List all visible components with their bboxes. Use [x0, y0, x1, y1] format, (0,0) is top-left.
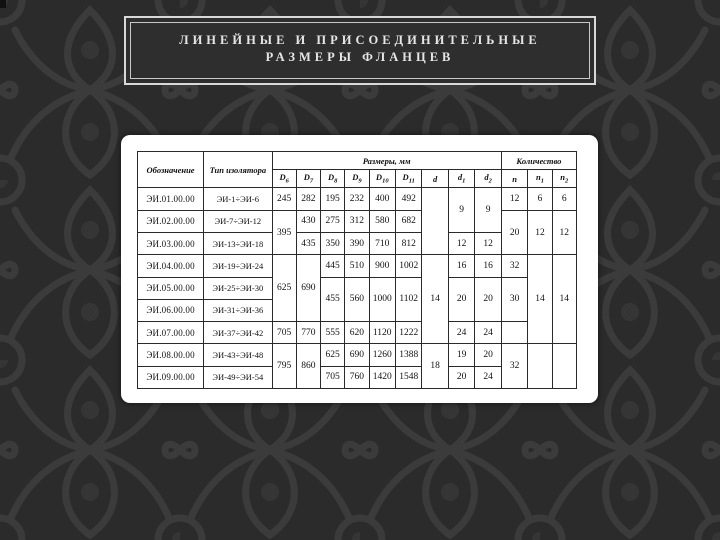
cell-D9: 510	[345, 255, 369, 277]
cell-D7: 770	[296, 322, 320, 344]
cell-D7: 860	[296, 344, 320, 389]
cell-D10: 1420	[369, 366, 395, 388]
cell-D8: 275	[321, 210, 345, 232]
header-designation: Обозначение	[138, 152, 204, 188]
cell-D10: 1120	[369, 322, 395, 344]
header-n: n	[501, 170, 527, 188]
header-D10: $D_{10}$	[369, 170, 395, 188]
cell-D11: 1222	[395, 322, 421, 344]
header-insulator-type: Тип изолятора	[204, 152, 272, 188]
cell-n: 32	[501, 344, 527, 389]
cell-D10: 580	[369, 210, 395, 232]
cell-insulator-type: ЭИ-31÷ЭИ-36	[204, 299, 272, 321]
slide-title	[126, 32, 594, 66]
cell-designation: ЭИ.09.00.00	[138, 366, 204, 388]
cell-D10: 900	[369, 255, 395, 277]
cell-d1: 12	[448, 233, 474, 255]
cell-d2: 12	[475, 233, 502, 255]
cell-designation: ЭИ.07.00.00	[138, 322, 204, 344]
cell-D7: 430	[296, 210, 320, 232]
cell-D6: 625	[272, 255, 296, 322]
cell-d1: 19	[448, 344, 474, 366]
cell-d1: 16	[448, 255, 474, 277]
cell-insulator-type: ЭИ-19÷ЭИ-24	[204, 255, 272, 277]
title-line-1: ЛИНЕЙНЫЕ И ПРИСОЕДИНИТЕЛЬНЫЕ	[179, 33, 541, 47]
cell-designation: ЭИ.08.00.00	[138, 344, 204, 366]
slide-title-box	[124, 16, 596, 85]
cell-designation: ЭИ.05.00.00	[138, 277, 204, 299]
cell-n-empty	[501, 322, 527, 344]
cell-insulator-type: ЭИ-1÷ЭИ-6	[204, 188, 272, 210]
flange-dimensions-table	[137, 151, 577, 389]
cell-d2: 24	[475, 366, 502, 388]
cell-d2: 9	[475, 188, 502, 233]
cell-D8: 445	[321, 255, 345, 277]
header-d2: $d_2$	[475, 170, 502, 188]
cell-D11: 682	[395, 210, 421, 232]
cell-designation: ЭИ.06.00.00	[138, 299, 204, 321]
cell-D11: 1102	[395, 277, 421, 322]
cell-D9: 620	[345, 322, 369, 344]
corner-mark	[0, 0, 6, 8]
cell-n1: 12	[528, 210, 552, 255]
cell-D6: 245	[272, 188, 296, 210]
cell-n1: 6	[528, 188, 552, 210]
cell-n2: 14	[552, 255, 576, 344]
cell-n2-empty	[552, 344, 576, 389]
cell-n: 20	[501, 210, 527, 255]
cell-D11: 492	[395, 188, 421, 210]
cell-d1: 20	[448, 366, 474, 388]
cell-D11: 1002	[395, 255, 421, 277]
cell-D11: 812	[395, 233, 421, 255]
cell-n1-empty	[528, 344, 552, 389]
cell-D6: 705	[272, 322, 296, 344]
cell-n2: 12	[552, 210, 576, 255]
cell-D7: 282	[296, 188, 320, 210]
cell-n: 30	[501, 277, 527, 322]
header-D9: $D_9$	[345, 170, 369, 188]
cell-designation: ЭИ.03.00.00	[138, 233, 204, 255]
title-line-2: РАЗМЕРЫ ФЛАНЦЕВ	[265, 50, 455, 64]
cell-D10: 400	[369, 188, 395, 210]
header-D11: $D_{11}$	[395, 170, 421, 188]
cell-d1: 24	[448, 322, 474, 344]
cell-n1: 14	[528, 255, 552, 344]
header-d1: $d_1$	[448, 170, 474, 188]
cell-insulator-type: ЭИ-25÷ЭИ-30	[204, 277, 272, 299]
cell-D11: 1548	[395, 366, 421, 388]
header-d: d	[422, 170, 448, 188]
cell-D8: 350	[321, 233, 345, 255]
cell-d1: 9	[448, 188, 474, 233]
cell-D8: 195	[321, 188, 345, 210]
cell-D10: 710	[369, 233, 395, 255]
cell-insulator-type: ЭИ-43÷ЭИ-48	[204, 344, 272, 366]
cell-d: 14	[422, 255, 448, 344]
cell-D8: 625	[321, 344, 345, 366]
cell-D7: 435	[296, 233, 320, 255]
cell-D7: 690	[296, 255, 320, 322]
cell-insulator-type: ЭИ-37÷ЭИ-42	[204, 322, 272, 344]
cell-D9: 312	[345, 210, 369, 232]
cell-D11: 1388	[395, 344, 421, 366]
cell-designation: ЭИ.01.00.00	[138, 188, 204, 210]
cell-n: 32	[501, 255, 527, 277]
cell-D8: 705	[321, 366, 345, 388]
cell-D9: 690	[345, 344, 369, 366]
cell-D6: 395	[272, 210, 296, 255]
header-D6: $D_6$	[272, 170, 296, 188]
cell-D9: 560	[345, 277, 369, 322]
cell-D8: 555	[321, 322, 345, 344]
cell-n2: 6	[552, 188, 576, 210]
cell-d2: 24	[475, 322, 502, 344]
cell-designation: ЭИ.04.00.00	[138, 255, 204, 277]
cell-d: 18	[422, 344, 448, 389]
cell-D8: 455	[321, 277, 345, 322]
header-dimensions-group: Размеры, мм	[272, 152, 501, 170]
cell-insulator-type: ЭИ-49÷ЭИ-54	[204, 366, 272, 388]
header-n1: $n_1$	[528, 170, 552, 188]
header-D7: $D_7$	[296, 170, 320, 188]
cell-d2: 20	[475, 344, 502, 366]
header-count-group: Количество	[501, 152, 576, 170]
cell-n: 12	[501, 188, 527, 210]
header-n2: $n_2$	[552, 170, 576, 188]
cell-D10: 1260	[369, 344, 395, 366]
table-card	[121, 135, 598, 403]
cell-D9: 390	[345, 233, 369, 255]
cell-D9: 760	[345, 366, 369, 388]
cell-d2: 16	[475, 255, 502, 277]
cell-d2: 20	[475, 277, 502, 322]
cell-designation: ЭИ.02.00.00	[138, 210, 204, 232]
cell-D9: 232	[345, 188, 369, 210]
cell-insulator-type: ЭИ-7÷ЭИ-12	[204, 210, 272, 232]
cell-d1: 20	[448, 277, 474, 322]
cell-D10: 1000	[369, 277, 395, 322]
cell-d-empty	[422, 188, 448, 255]
cell-insulator-type: ЭИ-13÷ЭИ-18	[204, 233, 272, 255]
cell-D6: 795	[272, 344, 296, 389]
header-D8: $D_8$	[321, 170, 345, 188]
